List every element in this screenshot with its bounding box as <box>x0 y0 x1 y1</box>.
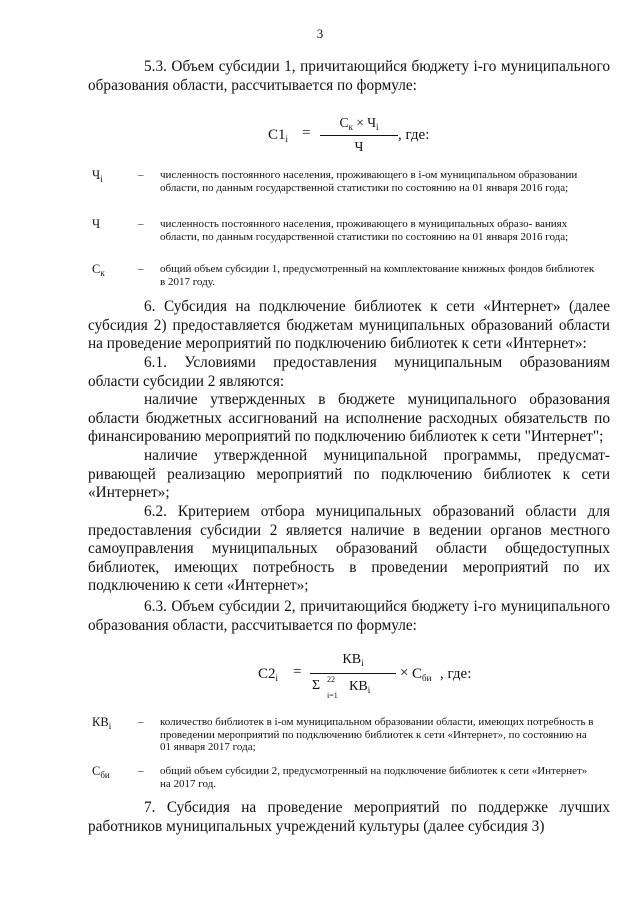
page-number: 3 <box>316 26 324 41</box>
definition-dash: – <box>138 169 144 181</box>
formula-2-lhs: $С2_i$ <box>258 666 279 683</box>
formula-2 <box>258 652 498 706</box>
formula-2-multiplier: $С_{би}$ <box>412 666 432 683</box>
formula-1-eq: = <box>302 125 311 141</box>
formula-2-denominator <box>312 676 398 702</box>
definition-dash: – <box>138 218 144 230</box>
definition-symbol: $КВ_i$ <box>92 715 112 731</box>
formula-1-lhs: $С1_i$ <box>268 127 289 144</box>
definition-dash: – <box>138 765 144 777</box>
definition-text: численность постоянного населения, проживающего в муниципальных образо- ваниях области, по данным государственной статистики по состоянию на 01 января 2016 года; <box>160 218 569 243</box>
definitions-2 <box>92 716 612 796</box>
formula-1-suffix: , где: <box>398 127 430 143</box>
definition-text: общий объем субсидии 1, предусмотренный на комплектование книжных фондов библиотек в 2017 году. <box>160 263 595 288</box>
paragraph-6-3: 6.3. Объем субсидии 2, причитающийся бюджету i-го муниципального образования области, рассчитывается по формуле: <box>88 598 610 634</box>
definition-dash: – <box>138 716 144 728</box>
definition-dash: – <box>138 263 144 275</box>
formula-1-numerator: $С_к \times Ч_i$ <box>339 115 379 132</box>
paragraph-6-1: 6.1. Условиями предоставления муниципальным образованиям области субсидии 2 являются: <box>88 354 610 390</box>
formula-2-times: × <box>400 665 409 681</box>
sigma-symbol: Σ <box>312 678 321 693</box>
definition-text: количество библиотек в i-ом муниципальном образовании области, имеющих потребность в проведении мероприятий по подключению библиотек к сети «Интернет», по состоянию на 01 января 2017 года; <box>160 716 594 754</box>
formula-2-numerator: $КВ_i$ <box>342 652 364 668</box>
formula-1-denominator: Ч <box>354 139 364 154</box>
definition-symbol: Ч <box>92 217 101 231</box>
sum-upper-limit: 22 <box>327 675 335 684</box>
definition-text: численность постоянного населения, проживающего в i-ом муниципальном образовании области, по данным государственной статистики по состоянию на 01 января 2016 года; <box>160 169 578 194</box>
definitions-1 <box>92 169 612 289</box>
definition-symbol: $С_{би}$ <box>92 764 110 780</box>
definition-symbol: $С_к$ <box>92 262 105 278</box>
paragraph-7: 7. Субсидия на проведение мероприятий по поддержке лучших работников муниципальных учреждений культуры (далее субсидия 3) <box>88 799 610 835</box>
paragraph-6-1-a: наличие утвержденных в бюджете муниципального образования области бюджетных ассигнований на исполнение расходных обязательств по финансированию мероприятий по подключению библиотек к сети "Интернет"; <box>88 391 610 446</box>
formula-1-fraction-line <box>320 135 398 136</box>
sum-term: $КВ_i$ <box>349 679 371 695</box>
paragraph-6: 6. Субсидия на подключение библиотек к сети «Интернет» (далее субсидия 2) предоставляется бюджетам муниципальных образований области на проведение мероприятий по подключению библиотек к сети «Интернет»: <box>88 298 610 353</box>
formula-1 <box>268 115 468 165</box>
paragraph-5-3: 5.3. Объем субсидии 1, причитающийся бюджету i-го муниципального образования области, рассчитывается по формуле: <box>88 58 610 94</box>
definition-text: общий объем субсидии 2, предусмотренный на подключение библиотек к сети «Интернет» на 2017 год. <box>160 765 588 790</box>
paragraph-6-1-b: наличие утвержденной муниципальной программы, предусмат- ривающей реализацию мероприятий по подключению библиотек к сети «Интернет»; <box>88 447 610 502</box>
formula-2-suffix: , где: <box>440 666 472 682</box>
sum-lower-limit: i=1 <box>327 691 338 700</box>
formula-2-fraction-line <box>310 673 396 674</box>
paragraph-6-2: 6.2. Критерием отбора муниципальных образований области для предоставления субсидии 2 является наличие в ведении органов местного самоуправления муниципальных образований области общедоступных библиотек, имеющих потребность в проведении мероприятий по их подключению к сети «Интернет»; <box>88 503 610 595</box>
formula-2-eq: = <box>293 664 302 680</box>
definition-symbol: $Ч_i$ <box>92 168 103 184</box>
